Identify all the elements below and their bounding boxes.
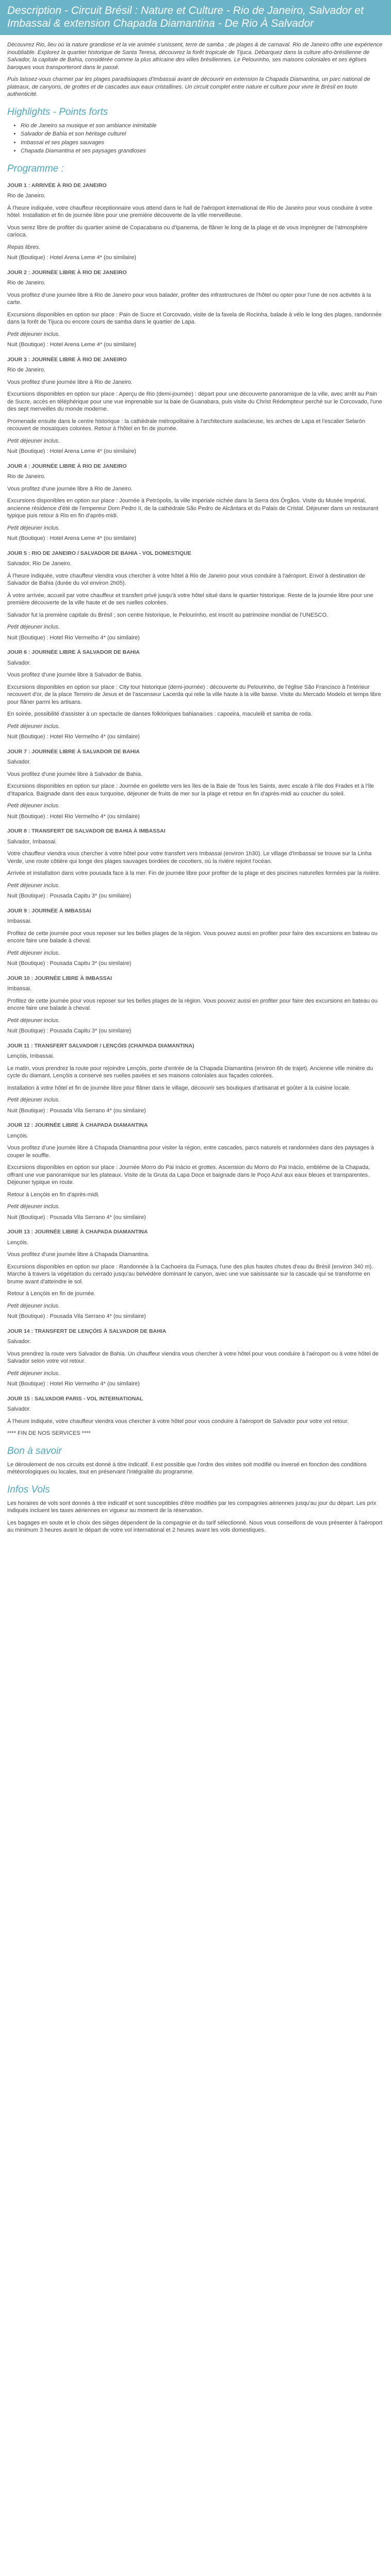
day-hotel: Nuit (Boutique) : Pousada Vila Serrano 4* (ou similaire) <box>7 1313 146 1319</box>
day-paragraph: Retour à Lençóis en fin de journée. <box>7 1291 96 1297</box>
day-paragraph: Promenade ensuite dans le centre historique : la cathédrale métropolitaine à l'architecture audacieuse, les arches de Lapa et l'escalier Selarón recouvert de mosaïques colorées. Retour à l'hôtel en fin de journée. <box>7 418 365 432</box>
day-paragraph: Votre chauffeur viendra vous chercher à votre hôtel pour votre transfert vers Imbassai (environ 1h30). Le village d'Imbassai se trouve sur la Linha Verde, une route côtière qui longe des plages sauvages bordées de cocotiers, où la rivière rejoint l'océan. <box>7 851 372 865</box>
day-paragraph: En soirée, possibilité d'assister à un spectacle de danses folkloriques bahianaises : capoeira, maculelê et samba de roda. <box>7 711 313 717</box>
day-title: JOUR 11 : TRANSFERT SALVADOR / LENÇÓIS (CHAPADA DIAMANTINA) <box>7 1042 194 1049</box>
day-meals: Petit déjeuner inclus. <box>7 1204 60 1210</box>
day-meals: Petit déjeuner inclus. <box>7 624 60 630</box>
day-paragraph: Rio de Janeiro. <box>7 473 45 480</box>
day-paragraph: Lençóis. <box>7 1132 28 1139</box>
day-paragraph: **** FIN DE NOS SERVICES **** <box>7 1430 91 1436</box>
day-hotel: Nuit (Boutique) : Hotel Arena Leme 4* (ou similaire) <box>7 342 137 348</box>
day-meals: Petit déjeuner inclus. <box>7 1097 60 1103</box>
day-hotel: Nuit (Boutique) : Pousada Capitu 3* (ou similaire) <box>7 893 132 899</box>
point-item: • Salvador de Bahia et son héritage culturel <box>21 130 384 138</box>
info-section <box>7 1461 384 1476</box>
points-heading: Highlights - Points forts <box>7 106 108 117</box>
day-meals: Petit déjeuner inclus. <box>7 437 60 444</box>
day-paragraph: Excursions disponibles en option sur place : Aperçu de Rio (demi-journée) : départ pour une découverte panoramique de la ville, avec arrêt au Pain de Sucre, accès en téléphérique pour une vue imprenable sur la baie de Guanabara, puis visite du Christ Rédempteur perché sur le Corcovado, l'une des sept merveilles du monde moderne. <box>7 391 382 412</box>
day-meals: Petit déjeuner inclus. <box>7 524 60 531</box>
day-hotel: Nuit (Boutique) : Hotel Rio Vermelho 4* (ou similaire) <box>7 813 140 820</box>
flights-paragraph: Les bagages en soute et le choix des sièges dépendent de la compagnie et du tarif sélectionné. Nous vous conseillons de vous présenter à l'aéroport au minimum 3 heures avant le départ de votre vol international et 2 heures avant les vols domestiques. <box>7 1519 383 1533</box>
day-paragraph: Salvador, Rio De Janeiro. <box>7 561 72 567</box>
day-paragraph: Salvador. <box>7 1406 31 1412</box>
day-block <box>7 1122 384 1221</box>
program-heading: Programme : <box>7 163 64 174</box>
day-meals: Petit déjeuner inclus. <box>7 723 60 730</box>
day-block <box>7 1042 384 1115</box>
day-paragraph: Rio de Janeiro. <box>7 367 45 373</box>
day-paragraph: Rio de Janeiro. <box>7 280 45 286</box>
day-paragraph: À l'heure indiquée, votre chauffeur viendra vous chercher à votre hôtel pour vous conduire à l'aéroport de Salvador pour votre vol retour. <box>7 1418 349 1425</box>
day-title: JOUR 13 : JOURNÉE LIBRE À CHAPADA DIAMANTINA <box>7 1229 148 1235</box>
day-hotel: Nuit (Boutique) : Pousada Capitu 3* (ou similaire) <box>7 960 132 967</box>
day-paragraph: Excursions disponibles en option sur place : Journée à Petrópolis, la ville impériale nichée dans la Serra dos Órgãos. Visite du Musée Impérial, ancienne résidence d'été de l'empereur Dom Pedro II, de la cathédrale São Pedro de Alcântara et du Palais de Cristal. Déjeuner dans un restaurant typique puis retour à Rio en fin d'après-midi. <box>7 498 379 519</box>
day-block <box>7 907 384 968</box>
day-block <box>7 1328 384 1388</box>
day-block <box>7 1395 384 1437</box>
day-block <box>7 463 384 543</box>
day-paragraph: Installation à votre hôtel et fin de journée libre pour flâner dans le village, découvrir ses boutiques d'artisanat et goûter à la cuisine locale. <box>7 1084 351 1091</box>
day-paragraph: Excursions disponibles en option sur place : Journée en goélette vers les îles de la Baie de Tous les Saints, avec escale à l'île dos Frades et à l'île d'Itaparica. Baignade dans des eaux turquoise, déjeuner de fruits de mer sur la plage et retour en fin d'après-midi au coucher du soleil. <box>7 783 374 797</box>
intro-paragraph: Découvrez Rio, lieu où la nature grandiose et la vie animée s'unissent, terre de samba ; de plages & de carnaval. Rio de Janeiro offre une expérience inoubliable. Explorez la quartier historique de Santa Teresa, découvrez la forêt tropicale de Tijuca. Débarquez dans la culture afro-brésilienne de Salvador, la capitale de Bahia, considérée comme la plus africaine des villes brésiliennes. Le Pelourinho, ses maisons coloniales et ses églises baroques vous transporteront dans le passé. <box>7 42 383 71</box>
day-paragraph: Vous prendrez la route vers Salvador de Bahia. Un chauffeur viendra vous chercher à votre hôtel pour vous conduire à l'aéroport ou à votre hôtel de Salvador selon votre vol retour. <box>7 1350 379 1364</box>
day-hotel: Nuit (Boutique) : Hotel Rio Vermelho 4* (ou similaire) <box>7 734 140 740</box>
day-paragraph: Excursions disponibles en option sur place : City tour historique (demi-journée) : découverte du Pelourinho, de l'église São Francisco à l'intérieur recouvert d'or, de la place Terreiro de Jesus et de l'ascenseur Lacerda qui relie la ville haute à la ville basse. Visite du Mercado Modelo et temps libre pour flâner parmi les artisans. <box>7 684 381 705</box>
day-title: JOUR 9 : JOURNÉE À IMBASSAI <box>7 907 91 914</box>
info-heading: Bon à savoir <box>7 1445 62 1456</box>
day-meals: Petit déjeuner inclus. <box>7 1017 60 1024</box>
day-paragraph: Lençóis, Imbassai. <box>7 1053 55 1059</box>
day-paragraph: Salvador. <box>7 659 31 666</box>
day-title: JOUR 14 : TRANSFERT DE LENÇÓIS À SALVADOR DE BAHIA <box>7 1328 167 1334</box>
day-paragraph: Excursions disponibles en option sur place : Randonnée à la Cachoeira da Fumaça, l'une des plus hautes chutes d'eau du Brésil (environ 340 m). Marche à travers la végétation du cerrado jusqu'au belvédère dominant le canyon, avec une vue saisissante sur la cascade qui se transforme en brume avant d'atteindre le sol. <box>7 1263 373 1285</box>
day-meals: Petit déjeuner inclus. <box>7 1370 60 1377</box>
day-hotel: Nuit (Boutique) : Pousada Vila Serrano 4* (ou similaire) <box>7 1107 146 1114</box>
day-hotel: Nuit (Boutique) : Hotel Arena Leme 4* (ou similaire) <box>7 448 137 454</box>
day-meals: Repas libres. <box>7 244 41 250</box>
day-paragraph: Arrivée et installation dans votre pousada face à la mer. Fin de journée libre pour profiter de la plage et des piscines naturelles formées par la rivière. <box>7 870 381 876</box>
day-block <box>7 550 384 642</box>
day-hotel: Nuit (Boutique) : Hotel Arena Leme 4* (ou similaire) <box>7 535 137 541</box>
day-block <box>7 269 384 349</box>
point-item: • Imbassai et ses plages sauvages <box>21 139 384 147</box>
day-block <box>7 649 384 741</box>
day-paragraph: Vous profitez d'une journée libre à Salvador de Bahia. <box>7 771 142 777</box>
day-paragraph: Vous profitez d'une journée libre à Rio de Janeiro pour vous balader, profiter des infrastructures de l'hôtel ou opter pour l'une de nos activités à la carte. <box>7 292 371 306</box>
info-paragraph: Le déroulement de nos circuits est donné à titre indicatif. Il est possible que l'ordre des visites soit modifié ou inversé en fonction des conditions météorologiques ou locales, tout en préservant l'intégralité du programme. <box>7 1461 367 1475</box>
day-paragraph: Retour à Lençóis en fin d'après-midi. <box>7 1191 100 1198</box>
day-paragraph: Vous profitez d'une journée libre à Chapada Diamantina. <box>7 1251 150 1258</box>
day-title: JOUR 2 : JOURNÉE LIBRE À RIO DE JANEIRO <box>7 269 127 276</box>
day-paragraph: À votre arrivée, accueil par votre chauffeur et transfert privé jusqu'à votre hôtel situé dans le quartier historique. Reste de la journée libre pour une première découverte de la ville haute et de ses ruelles colorées. <box>7 592 373 606</box>
day-paragraph: Salvador. <box>7 759 31 765</box>
day-title: JOUR 6 : JOURNÉE LIBRE À SALVADOR DE BAHIA <box>7 649 140 655</box>
day-paragraph: Profitez de cette journée pour vous reposer sur les belles plages de la région. Vous pouvez aussi en profiter pour faire des excursions en bateau ou encore faire une balade à cheval. <box>7 997 378 1011</box>
day-paragraph: Imbassai. <box>7 986 32 992</box>
day-title: JOUR 12 : JOURNÉE LIBRE À CHAPADA DIAMANTINA <box>7 1122 148 1128</box>
day-title: JOUR 5 : RIO DE JANEIRO / SALVADOR DE BAHIA - VOL DOMESTIQUE <box>7 550 191 556</box>
day-title: JOUR 3 : JOURNÉE LIBRE À RIO DE JANEIRO <box>7 356 127 363</box>
points-list <box>7 122 384 155</box>
day-hotel: Nuit (Boutique) : Pousada Capitu 3* (ou similaire) <box>7 1028 132 1034</box>
day-paragraph: Rio de Janeiro. <box>7 193 45 199</box>
day-meals: Petit déjeuner inclus. <box>7 803 60 809</box>
day-paragraph: Vous profitez d'une journée libre à Rio de Janeiro. <box>7 485 133 492</box>
day-block <box>7 975 384 1035</box>
day-title: JOUR 8 : TRANSFERT DE SALVADOR DE BAHIA À IMBASSAI <box>7 828 166 834</box>
day-hotel: Nuit (Boutique) : Pousada Vila Serrano 4* (ou similaire) <box>7 1214 146 1221</box>
day-block <box>7 182 384 262</box>
day-title: JOUR 1 : ARRIVÉE À RIO DE JANEIRO <box>7 182 107 189</box>
day-hotel: Nuit (Boutique) : Hotel Arena Leme 4* (ou similaire) <box>7 255 137 261</box>
day-paragraph: À l'heure indiquée, votre chauffeur réceptionnaire vous attend dans le hall de l'aéroport international de Rio de Janeiro pour vous conduire à votre hôtel. Installation et fin de journée libre pour une première découverte de la ville merveilleuse. <box>7 205 372 218</box>
point-item: • Chapada Diamantina et ses paysages grandioses <box>21 147 384 155</box>
day-paragraph: Vous profitez d'une journée libre à Chapada Diamantina pour visiter la région, entre cascades, parcs naturels et randonnées dans des paysages à couper le souffle. <box>7 1145 374 1159</box>
day-paragraph: Lençóis. <box>7 1239 28 1246</box>
day-hotel: Nuit (Boutique) : Hotel Rio Vermelho 4* (ou similaire) <box>7 634 140 641</box>
day-paragraph: Profitez de cette journée pour vous reposer sur les belles plages de la région. Vous pouvez aussi en profiter pour faire des excursions en bateau ou encore faire une balade à cheval. <box>7 930 378 944</box>
day-paragraph: Salvador. <box>7 1338 31 1345</box>
day-paragraph: Imbassai. <box>7 918 32 924</box>
flights-section <box>7 1500 384 1534</box>
day-title: JOUR 7 : JOURNÉE LIBRE À SALVADOR DE BAHIA <box>7 748 140 755</box>
day-block <box>7 748 384 821</box>
day-title: JOUR 15 : SALVADOR PARIS - VOL INTERNATIONAL <box>7 1395 143 1402</box>
day-meals: Petit déjeuner inclus. <box>7 882 60 889</box>
page-title: Description - Circuit Brésil : Nature et Culture - Rio de Janeiro, Salvador et Imbassai & extension Chapada Diamantina - De Rio À Salvador <box>0 0 391 35</box>
flights-heading: Infos Vols <box>7 1484 50 1495</box>
day-paragraph: À l'heure indiquée, votre chauffeur viendra vous chercher à votre hôtel à Rio de Janeiro pour vous conduire à l'aéroport. Envol à destination de Salvador de Bahia (durée du vol environ 2h05). <box>7 572 365 586</box>
day-paragraph: Vous serez libre de profiter du quartier animé de Copacabana ou d'Ipanema, de flâner le long de la plage et de vous imprégner de l'atmosphère carioca. <box>7 224 368 238</box>
day-block <box>7 356 384 455</box>
day-paragraph: Excursions disponibles en option sur place : Journée Morro do Pai Inácio et grottes. Ascension du Morro do Pai Inácio, emblème de la Chapada, offrant une vue panoramique sur les plateaux. Visite de la Gruta da Lapa Doce et baignade dans le Poço Azul aux eaux bleues et transparentes. Déjeuner typique en route. <box>7 1164 370 1185</box>
day-title: JOUR 4 : JOURNÉE LIBRE À RIO DE JANEIRO <box>7 463 127 469</box>
point-item: • Rio de Janeiro sa musique et son ambiance inimitable <box>21 122 384 130</box>
flights-paragraph: Les horaires de vols sont donnés à titre indicatif et sont susceptibles d'être modifiés par les compagnies aériennes jusqu'au jour du départ. Les prix indiqués incluent les taxes aériennes en vigueur au moment de la réservation. <box>7 1500 377 1514</box>
day-paragraph: Le matin, vous prendrez la route pour rejoindre Lençóis, porte d'entrée de la Chapada Diamantina (environ 6h de trajet). Ancienne ville minière du cycle du diamant, Lençóis a conservé ses ruelles pavées et ses maisons coloniales aux façades colorées. <box>7 1065 373 1079</box>
day-title: JOUR 10 : JOURNÉE LIBRE À IMBASSAI <box>7 975 112 981</box>
day-paragraph: Vous profitez d'une journée libre à Salvador de Bahia. <box>7 672 142 678</box>
intro-section <box>7 41 384 98</box>
day-block <box>7 1228 384 1320</box>
program-days <box>7 182 384 1437</box>
day-meals: Petit déjeuner inclus. <box>7 950 60 956</box>
intro-paragraph: Puis laissez-vous charmer par les plages paradisiaques d'Imbassai avant de découvrir en extension la Chapada Diamantina, un parc national de plateaux, de canyons, de grottes et de cascades aux eaux cristallines. Un circuit complet entre nature et culture pour vivre le Brésil en toute authenticité. <box>7 76 370 97</box>
day-paragraph: Salvador, Imbassai. <box>7 838 57 845</box>
day-paragraph: Salvador fut la première capitale du Brésil ; son centre historique, le Pelourinho, est inscrit au patrimoine mondial de l'UNESCO. <box>7 612 329 618</box>
day-paragraph: Excursions disponibles en option sur place : Pain de Sucre et Corcovado, visite de la favela de Rocinha, balade à vélo le long des plages, randonnée dans la forêt de Tijuca ou encore cours de samba dans le quartier de Lapa. <box>7 311 382 325</box>
day-meals: Petit déjeuner inclus. <box>7 1302 60 1309</box>
day-paragraph: Vous profitez d'une journée libre à Rio de Janeiro. <box>7 379 133 385</box>
day-hotel: Nuit (Boutique) : Hotel Rio Vermelho 4* (ou similaire) <box>7 1381 140 1387</box>
day-block <box>7 827 384 900</box>
day-meals: Petit déjeuner inclus. <box>7 331 60 337</box>
